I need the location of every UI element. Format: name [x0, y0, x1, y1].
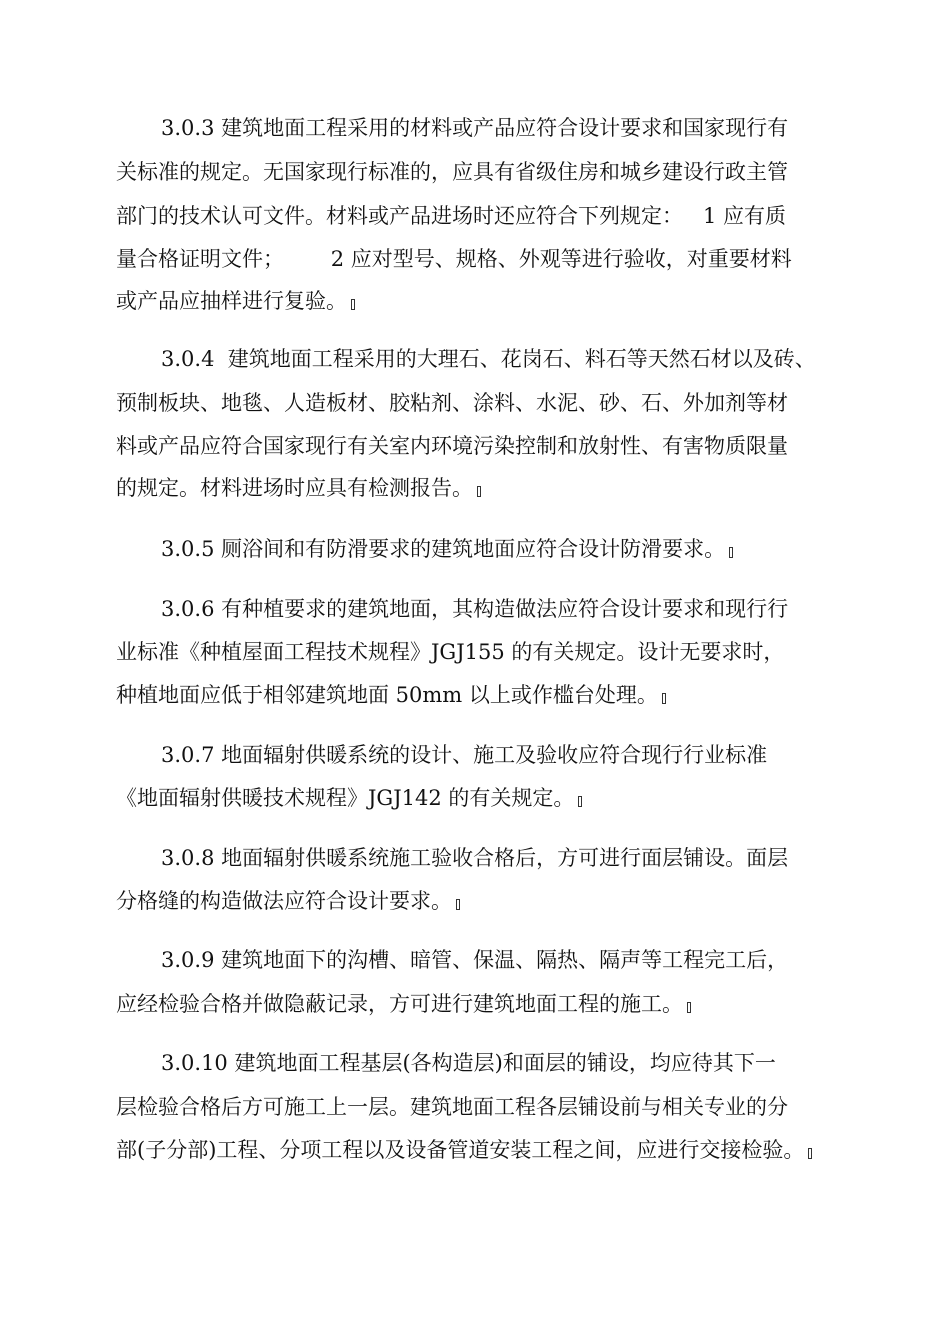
paragraph-line: 3.0.9 建筑地面下的沟槽、暗管、保温、隔热、隔声等工程完工后， — [161, 948, 789, 972]
paragraph-end-mark-icon — [477, 486, 481, 497]
paragraph-line: 料或产品应符合国家现行有关室内环境污染控制和放射性、有害物质限量 — [116, 434, 788, 458]
paragraph-end-mark-icon — [808, 1148, 812, 1159]
paragraph-line: 预制板块、地毯、人造板材、胶粘剂、涂料、水泥、砂、石、外加剂等材 — [116, 391, 788, 415]
paragraph-end-mark-icon — [351, 299, 355, 310]
paragraph-line-last — [116, 683, 666, 707]
paragraph-end-mark-icon — [578, 796, 582, 807]
paragraph-text: 分格缝的构造做法应符合设计要求。 — [116, 889, 452, 913]
paragraph-text: 《地面辐射供暖技术规程》JGJ142 的有关规定。 — [116, 786, 575, 810]
paragraph-line: 3.0.4 建筑地面工程采用的大理石、花岗石、料石等天然石材以及砖、 — [161, 347, 816, 371]
paragraph-line: 部门的技术认可文件。材料或产品进场时还应符合下列规定： 1 应有质 — [116, 204, 787, 228]
paragraph-end-mark-icon — [729, 547, 733, 558]
paragraph-line: 3.0.3 建筑地面工程采用的材料或产品应符合设计要求和国家现行有 — [161, 116, 789, 140]
paragraph-line: 层检验合格后方可施工上一层。建筑地面工程各层铺设前与相关专业的分 — [116, 1095, 788, 1119]
paragraph-line: 3.0.8 地面辐射供暖系统施工验收合格后，方可进行面层铺设。面层 — [161, 846, 789, 870]
paragraph-line: 3.0.6 有种植要求的建筑地面，其构造做法应符合设计要求和现行行 — [161, 597, 789, 621]
paragraph-line: 3.0.7 地面辐射供暖系统的设计、施工及验收应符合现行行业标准 — [161, 743, 768, 767]
paragraph-text: 种植地面应低于相邻建筑地面 50mm 以上或作槛台处理。 — [116, 683, 658, 707]
paragraph-end-mark-icon — [687, 1002, 691, 1013]
paragraph-line-last — [116, 476, 481, 500]
paragraph-line-last — [116, 992, 691, 1016]
paragraph-text: 或产品应抽样进行复验。 — [116, 289, 347, 313]
paragraph-text: 部(子分部)工程、分项工程以及设备管道安装工程之间，应进行交接检验。 — [116, 1138, 805, 1162]
paragraph-line: 量合格证明文件； 2 应对型号、规格、外观等进行验收，对重要材料 — [116, 247, 792, 271]
paragraph-line: 3.0.10 建筑地面工程基层(各构造层)和面层的铺设，均应待其下一 — [161, 1051, 776, 1075]
paragraph-line-last — [161, 537, 733, 561]
paragraph-end-mark-icon — [456, 899, 460, 910]
paragraph-end-mark-icon — [662, 693, 666, 704]
paragraph-text: 的规定。材料进场时应具有检测报告。 — [116, 476, 473, 500]
paragraph-text: 应经检验合格并做隐蔽记录，方可进行建筑地面工程的施工。 — [116, 992, 683, 1016]
paragraph-line-last — [116, 786, 582, 810]
paragraph-line: 业标准《种植屋面工程技术规程》JGJ155 的有关规定。设计无要求时， — [116, 640, 785, 664]
paragraph-text: 3.0.5 厕浴间和有防滑要求的建筑地面应符合设计防滑要求。 — [161, 537, 726, 561]
paragraph-line-last — [116, 889, 460, 913]
paragraph-line-last — [116, 1138, 812, 1162]
paragraph-line: 关标准的规定。无国家现行标准的，应具有省级住房和城乡建设行政主管 — [116, 160, 788, 184]
paragraph-line-last — [116, 289, 355, 313]
